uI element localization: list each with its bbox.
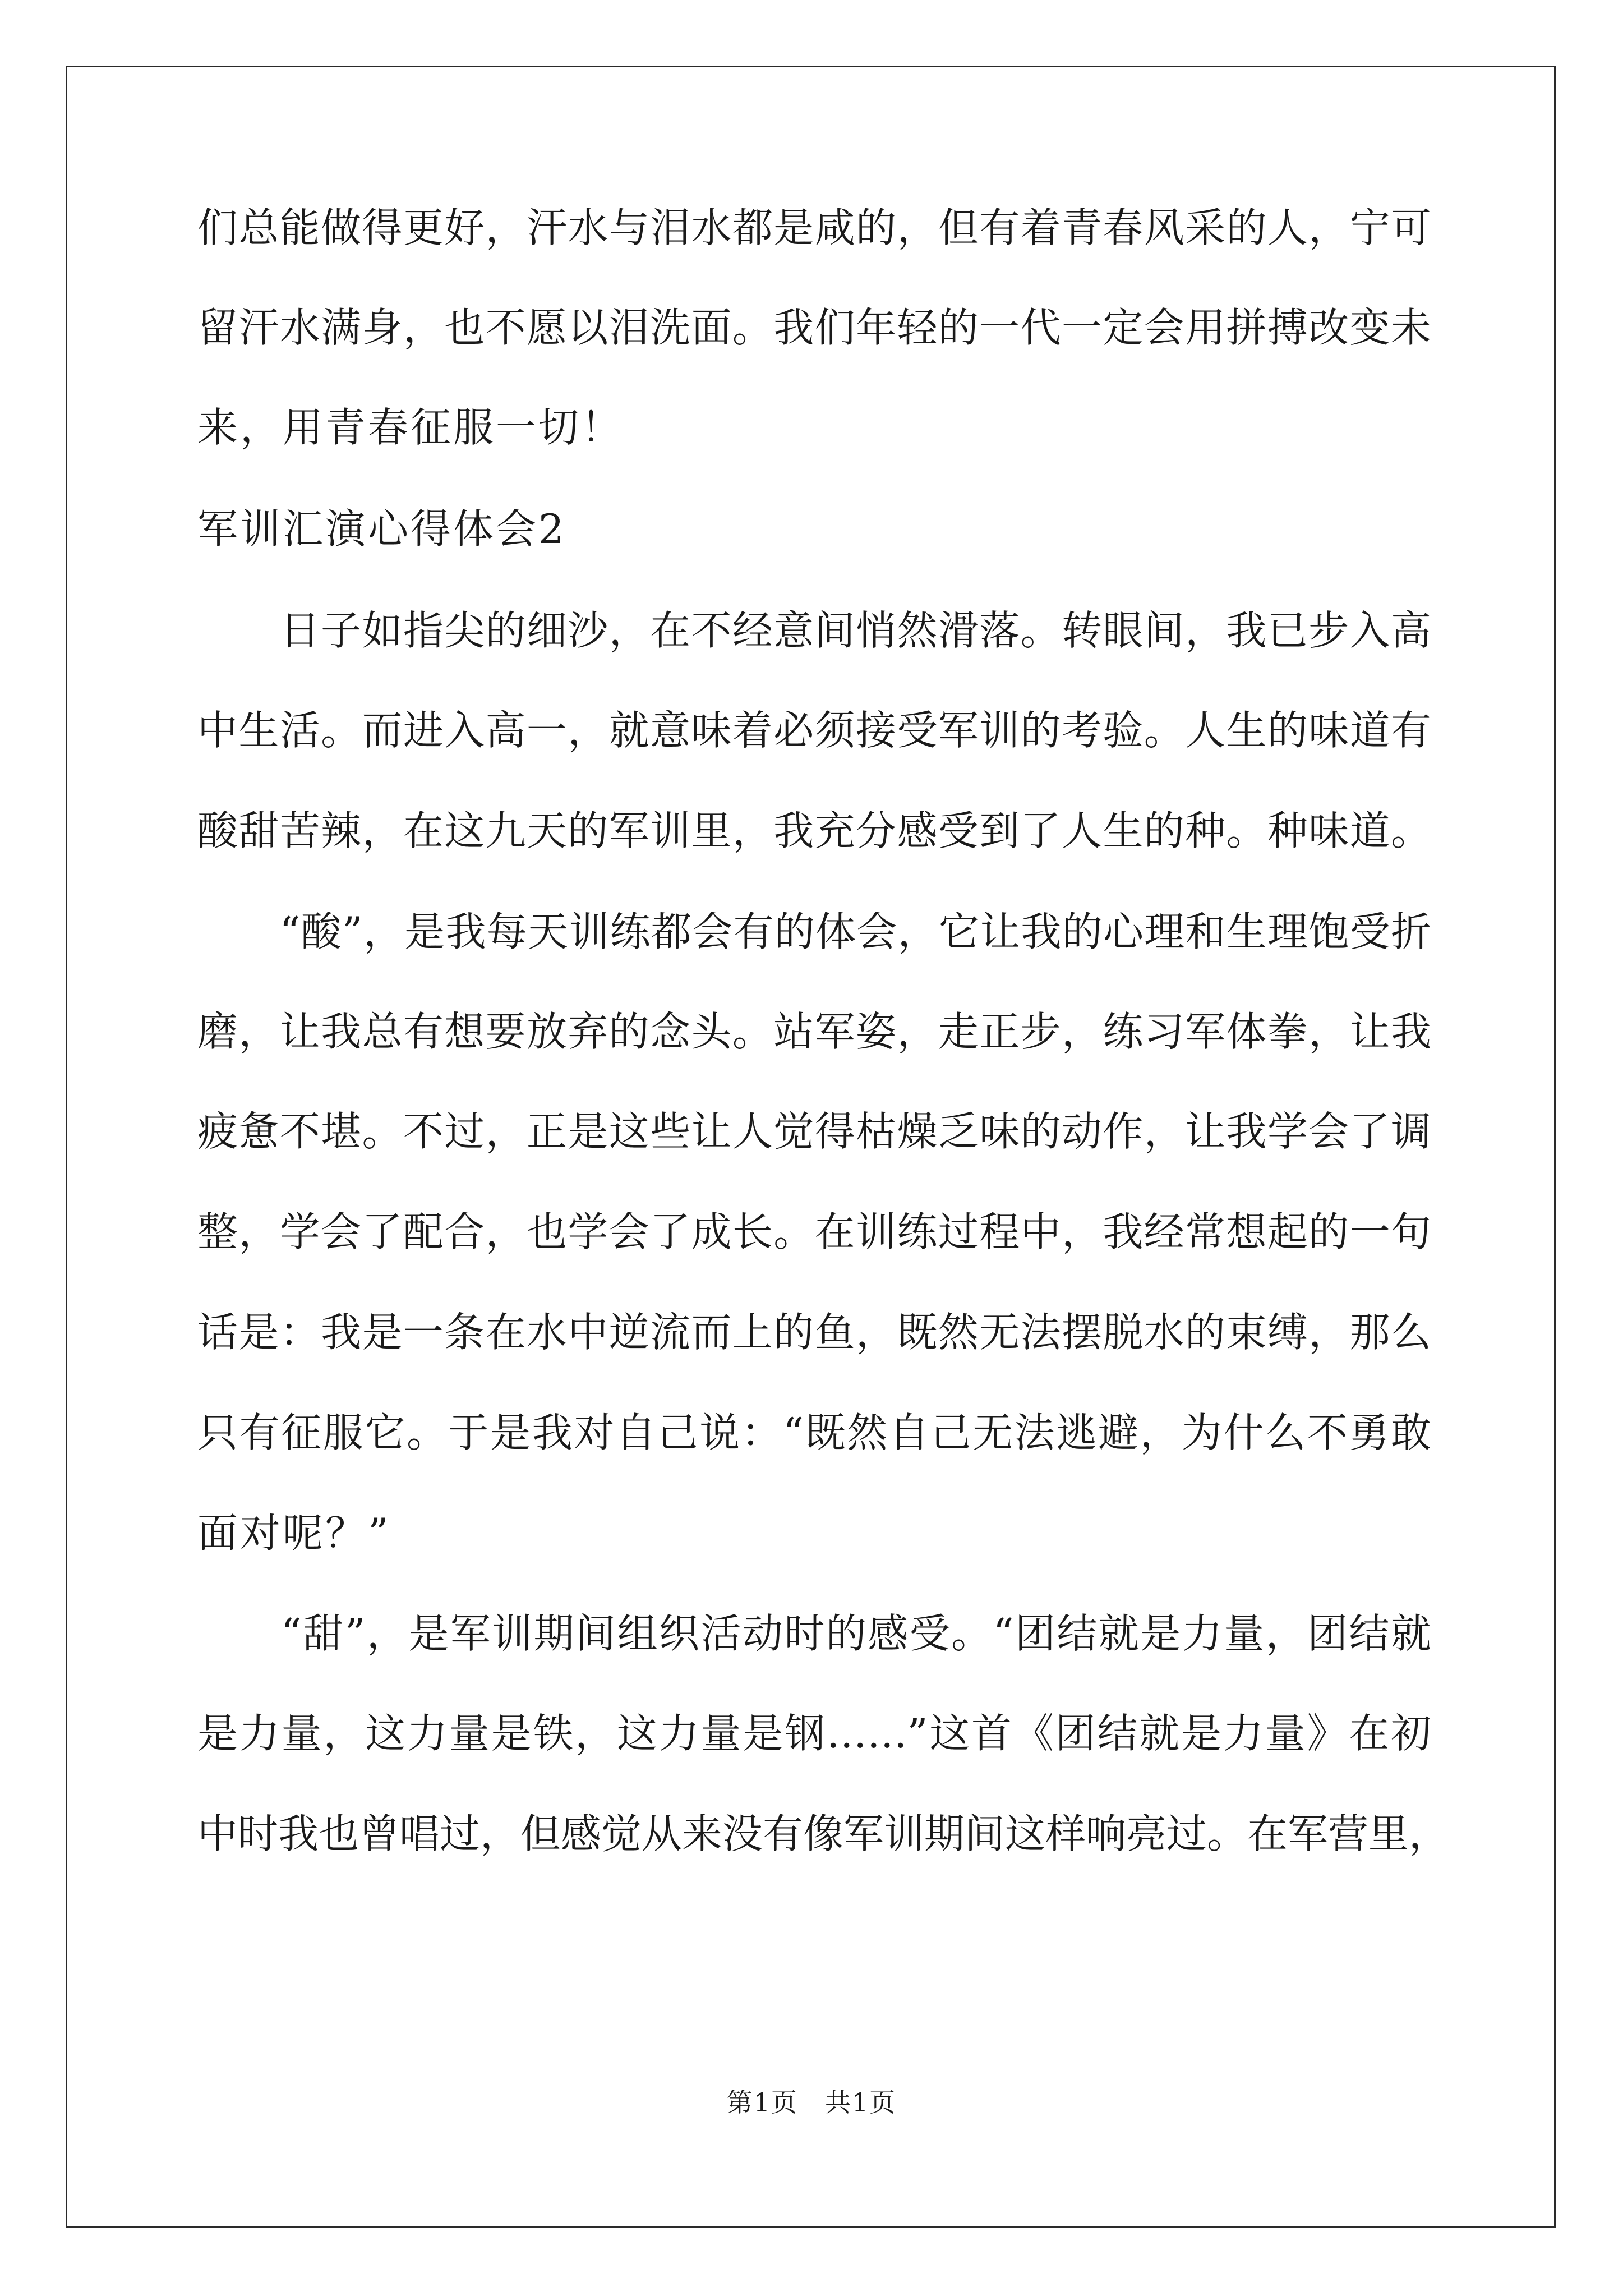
paragraph-line: 中生活。而进入高一，就意味着必须接受军训的考验。人生的味道有: [197, 707, 1431, 754]
paragraph-line: 整，学会了配合，也学会了成长。在训练过程中，我经常想起的一句: [197, 1208, 1431, 1255]
paragraph-line: “酸”，是我每天训练都会有的体会，它让我的心理和生理饱受折: [197, 908, 1431, 955]
paragraph-line: 面对呢？”: [197, 1510, 391, 1557]
page-number-footer: 第1页 共1页: [726, 2087, 897, 2118]
paragraph-line: 疲惫不堪。不过，正是这些让人觉得枯燥乏味的动作，让我学会了调: [197, 1108, 1431, 1155]
paragraph-line: 来，用青春征服一切！: [197, 404, 624, 451]
paragraph-line: 留汗水满身，也不愿以泪洗面。我们年轻的一代一定会用拼搏改变未: [197, 304, 1431, 351]
paragraph-line: 们总能做得更好，汗水与泪水都是咸的，但有着青春风采的人，宁可: [197, 204, 1431, 251]
paragraph-line: 是力量，这力量是铁，这力量是钢……”这首《团结就是力量》在初: [197, 1710, 1431, 1757]
paragraph-line: 日子如指尖的细沙，在不经意间悄然滑落。转眼间，我已步入高: [197, 607, 1431, 654]
paragraph-line: 话是：我是一条在水中逆流而上的鱼，既然无法摆脱水的束缚，那么: [197, 1309, 1431, 1356]
paragraph-line: 酸甜苦辣，在这九天的军训里，我充分感受到了人生的种。种味道。: [197, 807, 1431, 854]
section-heading: 军训汇演心得体会2: [197, 505, 566, 553]
paragraph-line: 只有征服它。于是我对自己说：“既然自己无法逃避，为什么不勇敢: [197, 1409, 1431, 1456]
paragraph-line: 磨，让我总有想要放弃的念头。站军姿，走正步，练习军体拳，让我: [197, 1008, 1431, 1055]
paragraph-line: 中时我也曾唱过，但感觉从来没有像军训期间这样响亮过。在军营里，: [197, 1810, 1450, 1857]
paragraph-line: “甜”，是军训期间组织活动时的感受。“团结就是力量，团结就: [197, 1610, 1431, 1657]
